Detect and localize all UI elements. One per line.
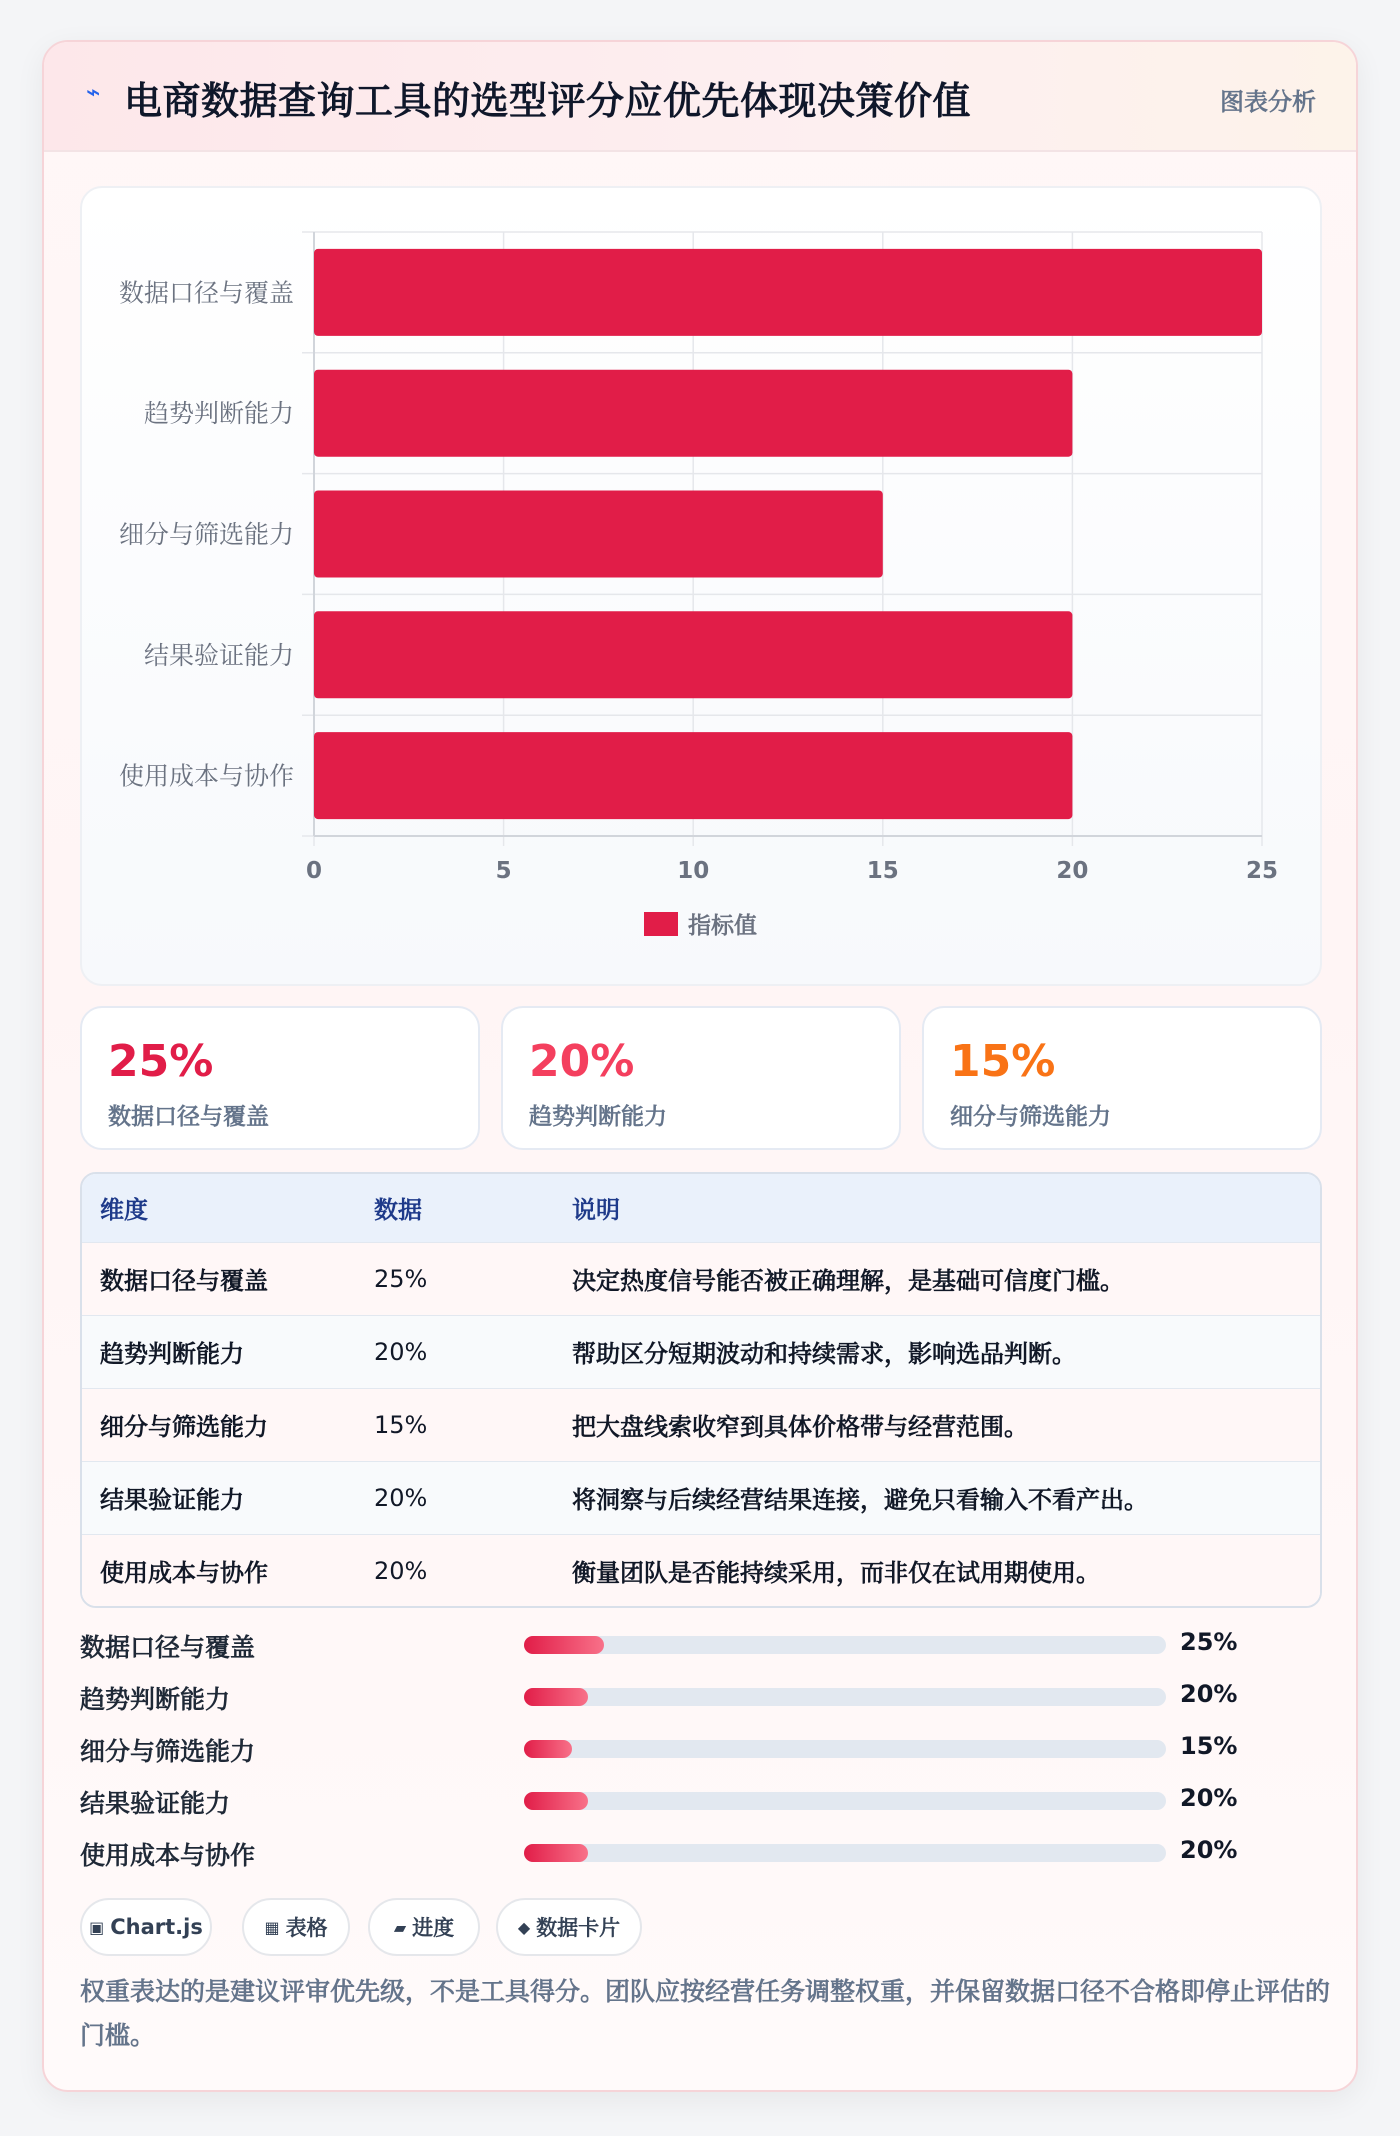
table-cell: 衡量团队是否能持续采用，而非仅在试用期使用。 [572, 1559, 1100, 1588]
table-cell: 帮助区分短期波动和持续需求，影响选品判断。 [572, 1340, 1076, 1368]
progress-track [524, 1792, 1166, 1810]
table-cell: 25% [374, 1264, 428, 1293]
bar-chart [82, 188, 1324, 988]
stat-value: 25% [108, 1036, 214, 1087]
card-header [44, 42, 1356, 152]
chip-progress[interactable] [368, 1898, 480, 1956]
table-cell: 数据口径与覆盖 [100, 1267, 268, 1295]
x-tick-label: 25 [1245, 858, 1279, 884]
x-tick-label: 15 [866, 858, 899, 884]
column-header: 数据 [374, 1196, 422, 1225]
page-title: 电商数据查询工具的选型评分应优先体现决策价值 [124, 79, 972, 123]
stat-value: 15% [950, 1036, 1056, 1087]
chart-icon: ▣ [89, 1917, 105, 1937]
progress-fill [524, 1740, 572, 1758]
bar [314, 370, 1072, 457]
legend-swatch [644, 912, 678, 936]
chip-data-card[interactable] [496, 1898, 642, 1956]
progress-label: 数据口径与覆盖 [80, 1633, 256, 1662]
stat-card [922, 1006, 1322, 1150]
progress-value: 20% [1180, 1784, 1238, 1812]
table-row [82, 1315, 1320, 1388]
table-cell: 使用成本与协作 [100, 1559, 268, 1588]
legend-label: 指标值 [688, 913, 757, 939]
progress-fill [524, 1688, 588, 1706]
table-row [82, 1388, 1320, 1461]
column-header: 说明 [572, 1196, 620, 1225]
table-row [82, 1461, 1320, 1534]
footnote: 权重表达的是建议评审优先级，不是工具得分。团队应按经营任务调整权重，并保留数据口径不合格即停止评估的门槛。 [80, 1977, 1331, 2050]
stat-label: 趋势判断能力 [529, 1104, 667, 1130]
progress-label: 使用成本与协作 [80, 1841, 256, 1870]
table-cell: 将洞察与后续经营结果连接，避免只看输入不看产出。 [572, 1486, 1148, 1514]
chip-label: Chart.js [110, 1915, 203, 1939]
chip-label: 数据卡片 [536, 1916, 621, 1940]
bar [314, 732, 1072, 819]
chip-chartjs[interactable] [80, 1898, 212, 1956]
bar [314, 491, 883, 578]
table-cell: 决定热度信号能否被正确理解，是基础可信度门槛。 [572, 1267, 1124, 1295]
y-tick-label: 结果验证能力 [143, 640, 294, 670]
table-cell: 20% [374, 1337, 428, 1366]
table-cell: 20% [374, 1483, 428, 1512]
progress-track [524, 1688, 1166, 1706]
bar [314, 249, 1262, 336]
progress-icon: ▰ [393, 1917, 407, 1937]
progress-track [524, 1844, 1166, 1862]
y-tick-label: 趋势判断能力 [143, 399, 294, 429]
chip-table[interactable] [242, 1898, 350, 1956]
progress-label: 结果验证能力 [80, 1789, 231, 1818]
table-cell: 细分与筛选能力 [100, 1413, 268, 1441]
y-tick-label: 使用成本与协作 [118, 761, 294, 791]
progress-fill [524, 1636, 604, 1654]
lightning-icon: ⌁ [86, 78, 101, 106]
progress-row [80, 1678, 1280, 1714]
progress-row [80, 1730, 1280, 1766]
stat-label: 数据口径与覆盖 [108, 1104, 269, 1130]
report-card [42, 40, 1358, 2092]
progress-value: 25% [1180, 1628, 1238, 1656]
header-tag: 图表分析 [1220, 88, 1316, 116]
progress-track [524, 1740, 1166, 1758]
column-header: 维度 [100, 1196, 148, 1225]
chip-label: 进度 [412, 1916, 455, 1940]
y-tick-label: 数据口径与覆盖 [118, 278, 294, 308]
progress-value: 15% [1180, 1732, 1238, 1760]
table-row [82, 1242, 1320, 1315]
table-icon: ▦ [264, 1917, 280, 1937]
x-tick-label: 20 [1056, 858, 1089, 884]
progress-row [80, 1626, 1280, 1662]
table-header-row [82, 1174, 1320, 1242]
table-row [82, 1534, 1320, 1607]
progress-value: 20% [1180, 1680, 1238, 1708]
stat-card [80, 1006, 480, 1150]
table-cell: 20% [374, 1556, 428, 1585]
stat-label: 细分与筛选能力 [950, 1104, 1111, 1130]
progress-row [80, 1782, 1280, 1818]
table-cell: 把大盘线索收窄到具体价格带与经营范围。 [572, 1413, 1028, 1441]
table-cell: 趋势判断能力 [100, 1340, 244, 1368]
progress-track [524, 1636, 1166, 1654]
y-tick-label: 细分与筛选能力 [118, 520, 294, 549]
progress-fill [524, 1844, 588, 1862]
progress-fill [524, 1792, 588, 1810]
x-tick-label: 0 [305, 858, 323, 884]
chip-label: 表格 [285, 1916, 328, 1940]
x-tick-label: 10 [677, 858, 710, 884]
card-icon: ◆ [517, 1917, 531, 1937]
chart-panel [80, 186, 1322, 986]
data-table [80, 1172, 1322, 1608]
table-cell: 结果验证能力 [100, 1486, 244, 1514]
stat-value: 20% [529, 1036, 635, 1087]
table-cell: 15% [374, 1410, 428, 1439]
x-tick-label: 5 [495, 858, 512, 884]
progress-value: 20% [1180, 1836, 1238, 1864]
bar [314, 611, 1072, 698]
progress-label: 细分与筛选能力 [80, 1737, 256, 1766]
stat-card [501, 1006, 901, 1150]
progress-label: 趋势判断能力 [80, 1685, 231, 1714]
progress-row [80, 1834, 1280, 1870]
